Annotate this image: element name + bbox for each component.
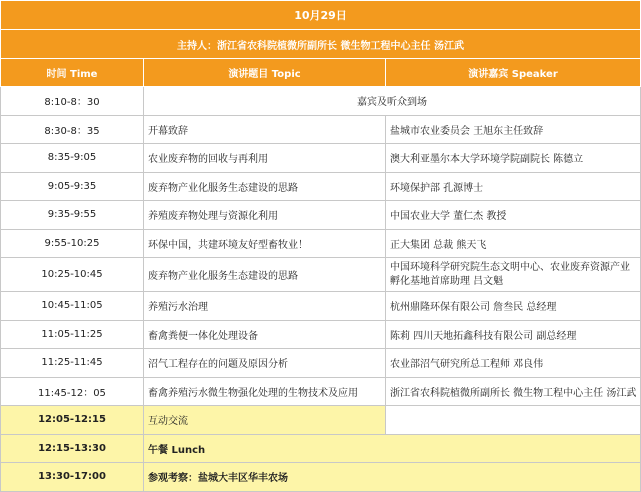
date-header: 10月29日	[1, 1, 641, 30]
row-topic: 农业废弃物的回收与再利用	[144, 144, 386, 173]
row-time: 10:25-10:45	[1, 258, 144, 292]
row-time: 8:10-8：30	[1, 87, 144, 116]
table-row	[1, 258, 641, 292]
table-row	[1, 463, 641, 492]
row-time: 10:45-11:05	[1, 292, 144, 321]
row-time: 12:15-13:30	[1, 434, 144, 463]
table-row	[1, 406, 641, 435]
host-header-row	[1, 30, 641, 59]
row-time: 8:30-8：35	[1, 115, 144, 144]
row-time: 9:55-10:25	[1, 229, 144, 258]
row-time: 8:35-9:05	[1, 144, 144, 173]
table-row	[1, 377, 641, 406]
row-topic: 互动交流	[144, 406, 386, 435]
row-time: 12:05-12:15	[1, 406, 144, 435]
table-row	[1, 320, 641, 349]
table-row	[1, 229, 641, 258]
column-header-speaker: 演讲嘉宾 Speaker	[386, 59, 641, 87]
row-speaker: 杭州鼎隆环保有限公司 詹叁民 总经理	[386, 292, 641, 321]
row-time: 11:25-11:45	[1, 349, 144, 378]
row-time: 9:35-9:55	[1, 201, 144, 230]
row-speaker: 农业部沼气研究所总工程师 邓良伟	[386, 349, 641, 378]
row-topic: 废弃物产业化服务生态建设的思路	[144, 258, 386, 292]
row-time: 13:30-17:00	[1, 463, 144, 492]
row-time: 9:05-9:35	[1, 172, 144, 201]
row-merged: 嘉宾及听众到场	[144, 87, 641, 116]
row-speaker: 中国环境科学研究院生态文明中心、农业废弃资源产业孵化基地首席助理 吕文魁	[386, 258, 641, 292]
row-topic: 养殖废弃物处理与资源化利用	[144, 201, 386, 230]
column-header-row	[1, 59, 641, 87]
row-topic: 畜禽养殖污水微生物强化处理的生物技术及应用	[144, 377, 386, 406]
row-topic: 畜禽粪便一体化处理设备	[144, 320, 386, 349]
date-header-row	[1, 1, 641, 30]
table-row	[1, 144, 641, 173]
table-row	[1, 349, 641, 378]
row-speaker: 陈莉 四川天地拓鑫科技有限公司 副总经理	[386, 320, 641, 349]
row-time: 11:05-11:25	[1, 320, 144, 349]
row-topic: 废弃物产业化服务生态建设的思路	[144, 172, 386, 201]
row-speaker: 中国农业大学 董仁杰 教授	[386, 201, 641, 230]
row-speaker: 环境保护部 孔源博士	[386, 172, 641, 201]
row-speaker: 盐城市农业委员会 王旭东主任致辞	[386, 115, 641, 144]
table-row	[1, 434, 641, 463]
row-speaker: 浙江省农科院植微所副所长 微生物工程中心主任 汤江武	[386, 377, 641, 406]
row-topic: 环保中国，共建环境友好型畜牧业！	[144, 229, 386, 258]
row-merged: 参观考察：盐城大丰区华丰农场	[144, 463, 641, 492]
table-row	[1, 87, 641, 116]
row-speaker: 澳大利亚墨尔本大学环境学院副院长 陈德立	[386, 144, 641, 173]
table-row	[1, 172, 641, 201]
table-row	[1, 292, 641, 321]
row-topic: 沼气工程存在的问题及原因分析	[144, 349, 386, 378]
row-speaker: 正大集团 总裁 熊天飞	[386, 229, 641, 258]
row-merged: 午餐 Lunch	[144, 434, 641, 463]
row-topic: 开幕致辞	[144, 115, 386, 144]
table-row	[1, 201, 641, 230]
table-row	[1, 115, 641, 144]
row-speaker	[386, 406, 641, 435]
column-header-topic: 演讲题目 Topic	[144, 59, 386, 87]
row-topic: 养殖污水治理	[144, 292, 386, 321]
host-header: 主持人：浙江省农科院植微所副所长 微生物工程中心主任 汤江武	[1, 30, 641, 59]
column-header-time: 时间 Time	[1, 59, 144, 87]
row-time: 11:45-12：05	[1, 377, 144, 406]
